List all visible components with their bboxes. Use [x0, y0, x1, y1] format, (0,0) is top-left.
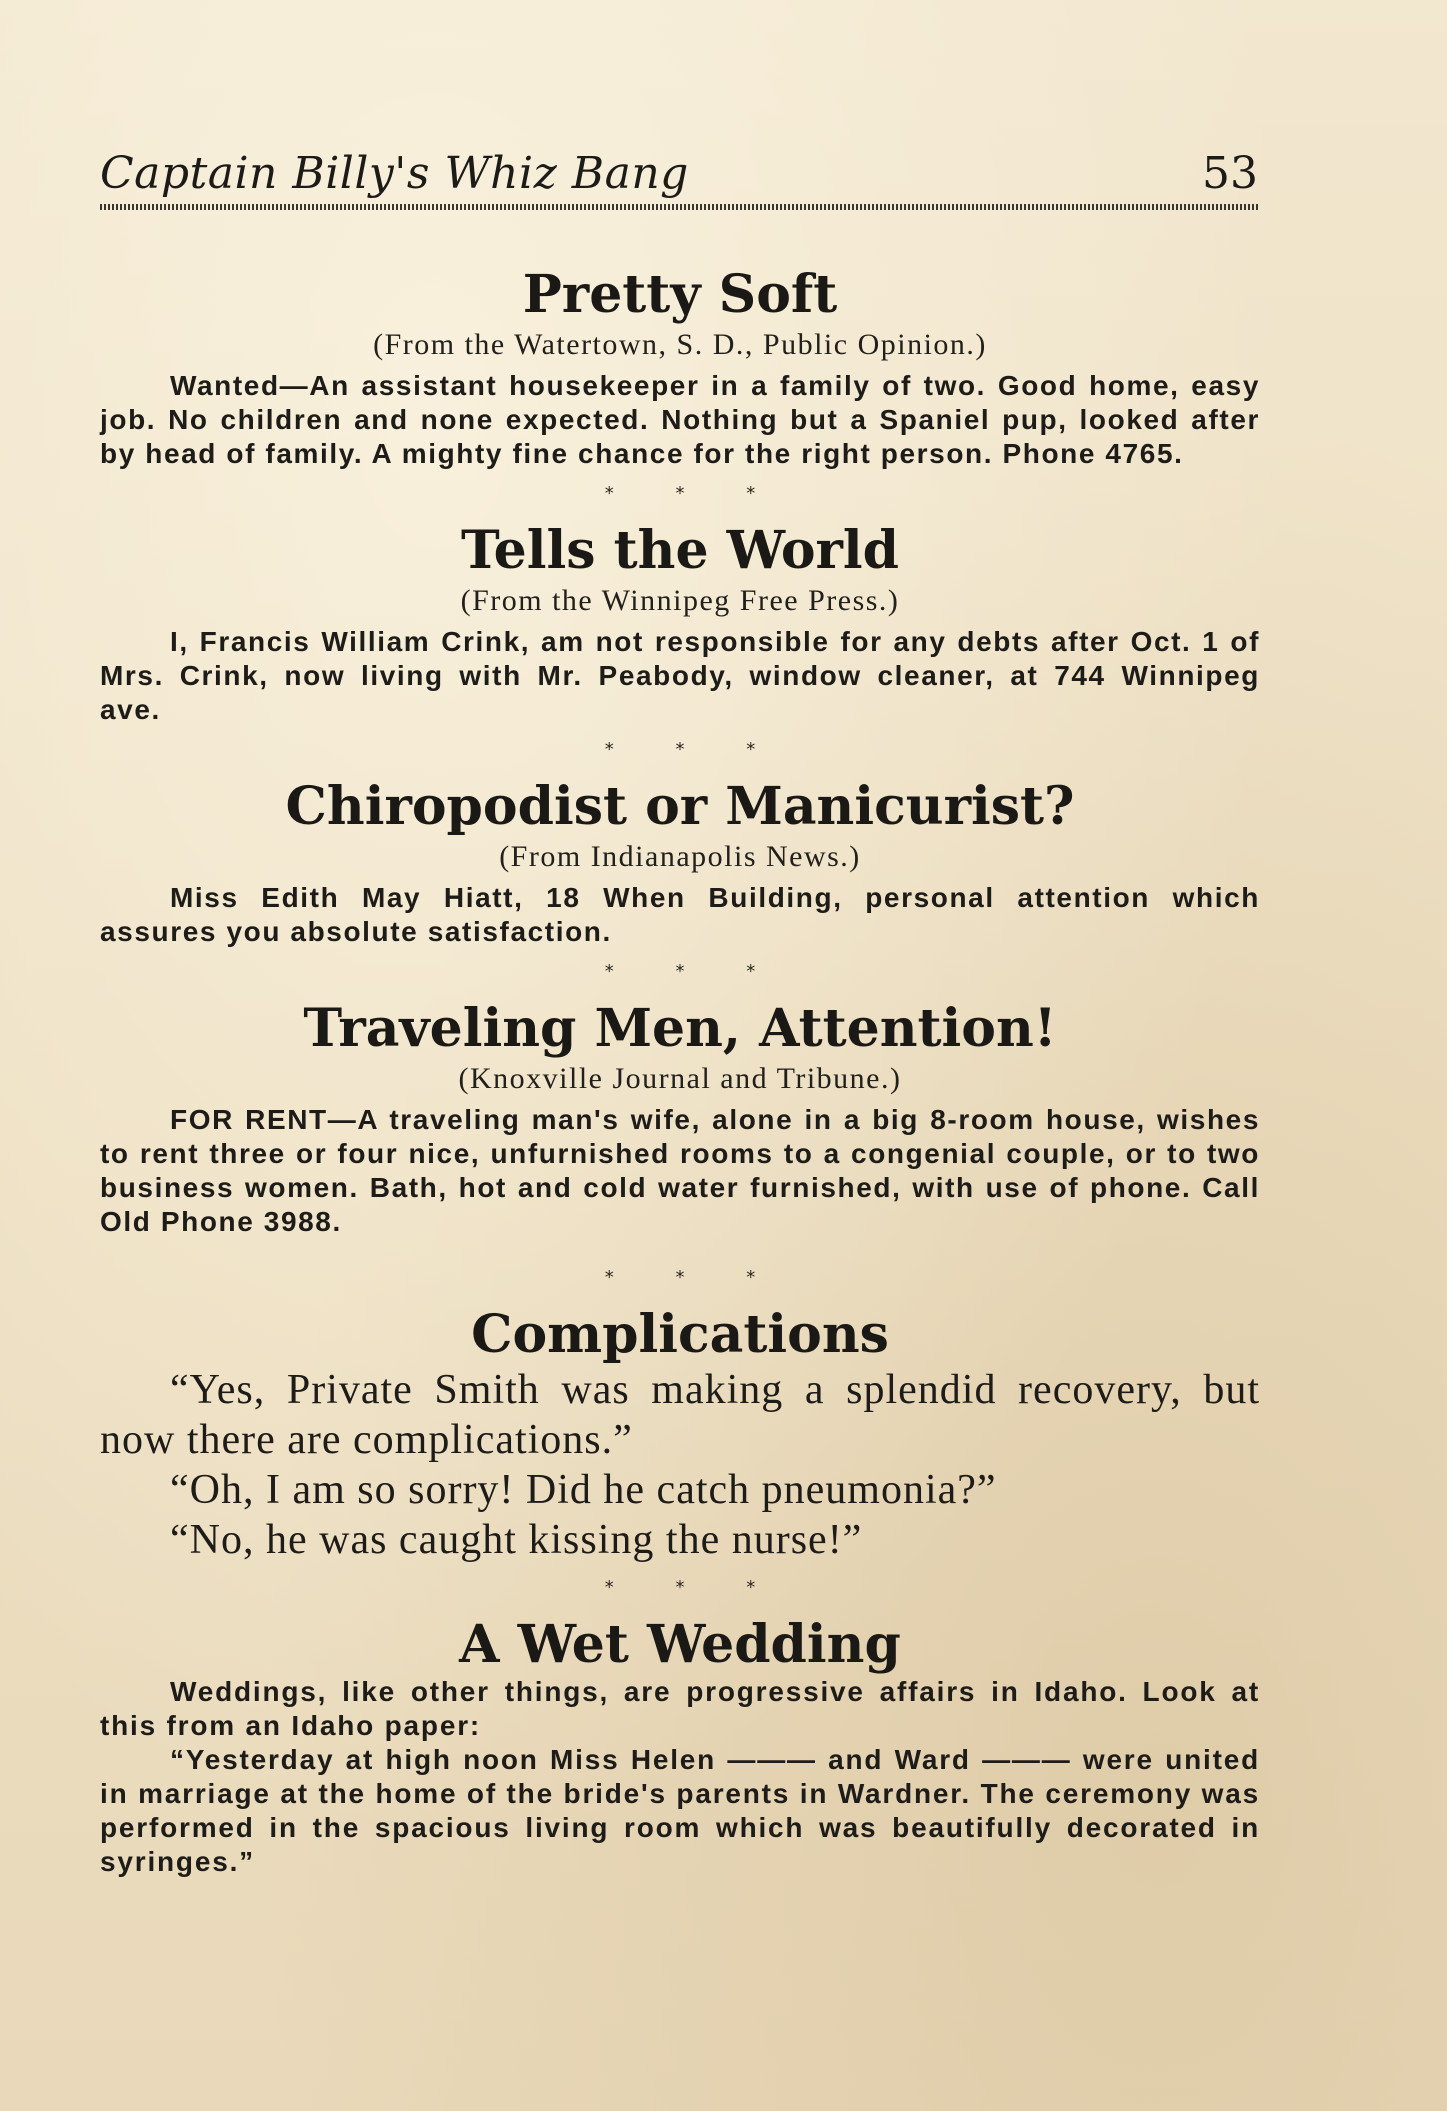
section-separator: * * *	[604, 1577, 756, 1598]
section-paragraph: FOR RENT—A traveling man's wife, alone in a big 8-room house, wishes to rent three or four nice, unfurnished rooms to a congenial couple, or to two business women. Bath, hot and cold water furnished, with use of phone. Call Old Phone 3988.	[100, 1104, 1260, 1237]
section-heading: Pretty Soft	[522, 264, 838, 325]
section-paragraph: “Yes, Private Smith was making a splendid recovery, but now there are complications.”	[100, 1367, 1260, 1463]
page-number: 53	[1202, 148, 1258, 199]
section-separator: * * *	[604, 483, 756, 504]
section-heading: Traveling Men, Attention!	[303, 998, 1057, 1059]
section-source: (From the Watertown, S. D., Public Opinion.)	[373, 328, 987, 361]
section-tells-the-world	[100, 521, 1260, 727]
section-heading: Chiropodist or Manicurist?	[285, 776, 1075, 837]
section-heading: A Wet Wedding	[459, 1614, 901, 1675]
section-heading: Complications	[471, 1304, 889, 1365]
section-paragraph: Wanted—An assistant housekeeper in a family of two. Good home, easy job. No children and none expected. Nothing but a Spaniel pup, looked after by head of family. A mighty fine chance for the right person. Phone 4765.	[100, 370, 1260, 469]
running-header	[100, 148, 1258, 204]
section-paragraph: Weddings, like other things, are progressive affairs in Idaho. Look at this from an Idaho paper:	[100, 1676, 1260, 1741]
section-paragraph: “Oh, I am so sorry! Did he catch pneumonia?”	[170, 1467, 997, 1513]
section-paragraph: “No, he was caught kissing the nurse!”	[170, 1517, 863, 1563]
section-paragraph: Miss Edith May Hiatt, 18 When Building, personal attention which assures you absolute satisfaction.	[100, 882, 1260, 947]
section-traveling-men	[100, 999, 1260, 1239]
section-heading: Tells the World	[460, 520, 900, 581]
magazine-title: Captain Billy's Whiz Bang	[100, 148, 689, 199]
section-separator: * * *	[604, 961, 756, 982]
section-wet-wedding	[100, 1615, 1260, 1879]
section-complications	[100, 1305, 1260, 1565]
section-paragraph: I, Francis William Crink, am not responsible for any debts after Oct. 1 of Mrs. Crink, now living with Mr. Peabody, window cleaner, at 744 Winnipeg ave.	[100, 626, 1260, 725]
section-separator: * * *	[604, 739, 756, 760]
section-pretty-soft	[100, 265, 1260, 471]
section-chiropodist	[100, 777, 1260, 949]
section-source: (From Indianapolis News.)	[499, 840, 861, 873]
section-source: (From the Winnipeg Free Press.)	[460, 584, 900, 617]
page-content	[100, 265, 1260, 1879]
section-separator: * * *	[604, 1267, 756, 1288]
section-paragraph: “Yesterday at high noon Miss Helen ——— and Ward ——— were united in marriage at the home of the bride's parents in Wardner. The ceremony was performed in the spacious living room which was beautifully decorated in syringes.”	[100, 1744, 1260, 1877]
header-rule	[100, 204, 1258, 210]
section-source: (Knoxville Journal and Tribune.)	[458, 1062, 902, 1095]
